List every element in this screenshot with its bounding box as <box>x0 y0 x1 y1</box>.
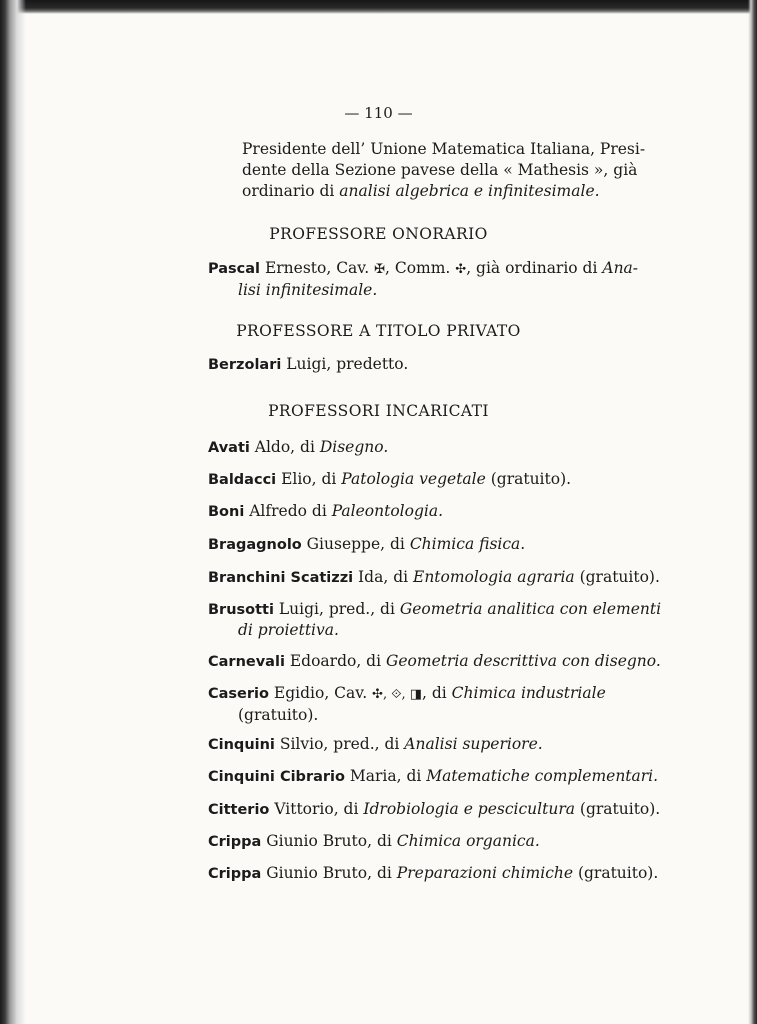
entry-subject: Preparazioni chimiche <box>396 864 574 882</box>
entry-line <box>208 799 661 820</box>
entry-subject: Analisi superiore. <box>404 735 543 753</box>
entry-text: Luigi, pred., di <box>273 600 400 618</box>
order-symbol: ✣ <box>455 262 467 277</box>
entry-text: Egidio, Cav. <box>268 684 373 702</box>
entry-pascal-line-2 <box>208 280 638 300</box>
entry-name: Caserio <box>208 686 269 702</box>
entry-text: Elio, di <box>276 470 342 488</box>
entry-text: Ida, di <box>353 568 413 586</box>
entry-name: Cinquini <box>208 737 275 753</box>
entry-line <box>208 501 638 522</box>
entry-subject: Paleontologia. <box>331 502 444 520</box>
entry-name: Carnevali <box>208 654 285 670</box>
entry-line <box>208 651 661 672</box>
entry-subject-continuation: lisi infinitesimale. <box>238 281 378 299</box>
entry-branchini-scatizzi <box>208 567 660 588</box>
entry-name: Brusotti <box>208 602 274 618</box>
entry-brusotti <box>208 599 662 640</box>
entry-name: Crippa <box>208 834 262 850</box>
entry-text: Giunio Bruto, di <box>261 832 397 850</box>
entry-name: Branchini Scatizzi <box>208 570 354 586</box>
heading-professore-a-titolo-privato: PROFESSORE A TITOLO PRIVATO <box>236 322 521 340</box>
entry-pascal <box>208 258 638 300</box>
entry-text: Ernesto, Cav. <box>260 259 375 277</box>
entry-subject: Patologia vegetale <box>341 470 486 488</box>
entry-name: Cinquini Cibrario <box>208 769 345 785</box>
entry-text: , Comm. <box>384 259 456 277</box>
entry-caserio <box>208 683 638 725</box>
entry-bragagnolo <box>208 534 638 555</box>
intro-line-2: dente della Sezione pavese della « Mathesis », già <box>242 161 638 179</box>
entry-subject: Matematiche complementari. <box>426 767 659 785</box>
entry-line <box>208 734 638 755</box>
intro-subject: analisi algebrica e infinitesimale. <box>339 182 600 200</box>
entry-text: Edoardo, di <box>284 652 386 670</box>
entry-text: , di <box>422 684 452 702</box>
entry-note: (gratuito). <box>485 470 572 488</box>
entry-text: Aldo, di <box>249 438 320 456</box>
scan-top-edge <box>0 0 757 14</box>
entry-name: Crippa <box>208 866 262 882</box>
entry-subject: Entomologia agraria <box>413 568 575 586</box>
scan-right-edge <box>748 0 757 1024</box>
entry-subject: Disegno. <box>319 438 389 456</box>
heading-professore-onorario: PROFESSORE ONORARIO <box>269 225 488 243</box>
entry-text: Giuseppe, di <box>301 535 410 553</box>
entry-pascal-line-1 <box>208 258 638 280</box>
entry-cinquini-cibrario <box>208 766 659 787</box>
intro-line-3 <box>242 181 645 202</box>
entry-name: Pascal <box>208 261 261 277</box>
entry-line-continuation <box>208 620 638 640</box>
entry-text: Luigi, predetto. <box>281 355 409 373</box>
scan-binding-edge <box>0 0 26 1024</box>
entry-avati <box>208 437 638 458</box>
entry-subject: Chimica fisica. <box>409 535 526 553</box>
entry-crippa-preparazioni <box>208 863 659 884</box>
entry-note: (gratuito). <box>574 800 661 818</box>
entry-name: Boni <box>208 504 245 520</box>
entry-baldacci <box>208 469 638 490</box>
entry-berzolari <box>208 354 638 375</box>
cross-symbol: ✠ <box>374 262 385 277</box>
page-number: — 110 — <box>344 104 413 122</box>
entry-citterio <box>208 799 661 820</box>
entry-line <box>208 534 638 555</box>
entry-subject: Geometria descrittiva con disegno. <box>385 652 661 670</box>
entry-line <box>208 831 638 852</box>
entry-name: Berzolari <box>208 357 282 373</box>
entry-note: (gratuito). <box>238 706 319 724</box>
entry-subject-continuation: di proiettiva. <box>238 621 339 639</box>
entry-name: Avati <box>208 440 250 456</box>
entry-line <box>208 766 659 787</box>
entry-line <box>208 567 660 588</box>
entry-subject: Ana- <box>602 259 639 277</box>
intro-paragraph <box>242 139 645 202</box>
entry-name: Baldacci <box>208 472 277 488</box>
entry-text: Silvio, pred., di <box>274 735 405 753</box>
entry-line <box>208 863 659 884</box>
entry-line <box>208 437 638 458</box>
entry-line-continuation <box>208 705 638 725</box>
entry-text: Maria, di <box>344 767 427 785</box>
entry-cinquini <box>208 734 638 755</box>
entry-text: , già ordinario di <box>466 259 603 277</box>
entry-boni <box>208 501 638 522</box>
heading-professori-incaricati: PROFESSORI INCARICATI <box>268 402 489 420</box>
entry-name: Bragagnolo <box>208 537 302 553</box>
entry-note: (gratuito). <box>573 864 659 882</box>
honor-symbols: ✣, ⟐, ◨ <box>372 687 422 702</box>
entry-crippa-organica <box>208 831 638 852</box>
entry-subject: Chimica organica. <box>396 832 540 850</box>
entry-subject: Geometria analitica con elementi <box>399 600 662 618</box>
entry-text: Vittorio, di <box>269 800 364 818</box>
entry-text: Alfredo di <box>244 502 332 520</box>
entry-text: Giunio Bruto, di <box>261 864 397 882</box>
entry-line <box>208 683 638 705</box>
entry-line <box>208 469 638 490</box>
intro-line-3-prefix: ordinario di <box>242 182 340 200</box>
entry-subject: Idrobiologia e pescicultura <box>363 800 575 818</box>
entry-note: (gratuito). <box>574 568 660 586</box>
entry-berzolari-line <box>208 354 638 375</box>
entry-carnevali <box>208 651 661 672</box>
entry-subject: Chimica industriale <box>451 684 606 702</box>
entry-name: Citterio <box>208 802 270 818</box>
intro-line-1: Presidente dell’ Unione Matematica Italiana, Presi- <box>242 140 646 158</box>
entry-line <box>208 599 662 620</box>
